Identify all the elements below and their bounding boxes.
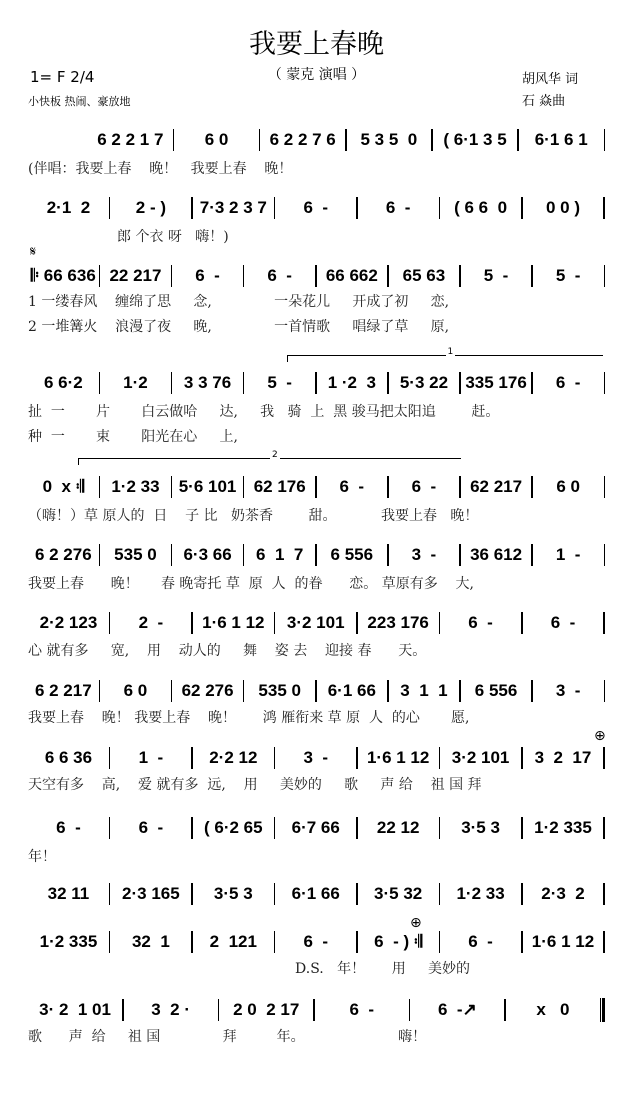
measure: 6 -	[339, 477, 365, 496]
measure: 1·6 1 12	[366, 748, 430, 767]
measure: ( 6 6 0	[454, 198, 508, 217]
music-line	[28, 815, 605, 841]
music-line	[28, 474, 605, 500]
volta-2-label: 2	[272, 450, 278, 460]
measure: 2 0 2 17	[233, 1000, 300, 1019]
barline	[604, 129, 606, 151]
measure: 6 2 2 7 6	[269, 130, 336, 149]
measure: 0 x 𝄇	[42, 477, 84, 496]
measure: 32 11	[47, 884, 90, 903]
segno-icon: 𝄋	[30, 244, 37, 260]
lyrics-line: 歌 声 给 祖 国 拜 年。 嗨！	[28, 1029, 427, 1045]
music-line	[28, 678, 605, 704]
measure: 0 0 )	[545, 198, 580, 217]
lyrics-line: 2 一堆篝火 浪漫了夜 晚, 一首情歌 唱绿了草 原,	[28, 319, 450, 335]
lyrics-line: （嗨！）草 原人的 日 子 比 奶茶香 甜。 我要上春 晚！	[28, 508, 479, 524]
barline	[604, 544, 606, 566]
measure: 6 -↗	[437, 1000, 477, 1019]
measure: 3 2 ·	[151, 1000, 190, 1019]
music-line	[28, 610, 605, 636]
music-line	[28, 881, 605, 907]
measure: 36 612	[470, 545, 523, 564]
measure: ( 6·2 65	[204, 818, 263, 837]
measure: 6 0	[204, 130, 229, 149]
measure: 6·3 66	[183, 545, 232, 564]
measure: 2·2 12	[209, 748, 258, 767]
volta-1	[287, 347, 603, 362]
measure: 1·6 1 12	[202, 613, 265, 632]
measure: 2·1 2	[46, 198, 91, 217]
measure: 3·2 101	[286, 613, 345, 632]
measure: 6 -	[468, 613, 493, 632]
measure: 6 -	[468, 932, 493, 951]
music-line	[28, 997, 605, 1023]
music-line	[28, 370, 605, 396]
measure: 3 2 17	[534, 748, 592, 767]
measure: 6 2 217	[34, 681, 92, 700]
lyrics-line: 郎 个衣 呀 嗨！)	[28, 229, 229, 245]
music-line	[28, 929, 605, 955]
measure: 6 -	[267, 266, 292, 285]
measure: 65 63	[402, 266, 446, 285]
measure: 2·3 165	[122, 884, 180, 903]
singer-credit: （ 蒙克 演唱 ）	[267, 67, 366, 83]
measure: 6 6 36	[44, 748, 93, 767]
measure: 62 176	[253, 477, 306, 496]
lyrics-line: 心 就有多 宽, 用 动人的 舞 姿 去 迎接 春 天。	[28, 643, 427, 659]
measure: 22 12	[376, 818, 420, 837]
measure: 6 -	[138, 818, 164, 837]
measure: 32 1	[131, 932, 170, 951]
measure: 6 1 7	[256, 545, 304, 564]
measure: 3 1 1	[400, 681, 448, 700]
measure: 5 -	[555, 266, 581, 285]
measure: 3· 2 1 01	[39, 1000, 111, 1019]
measure: 1·6 1 12	[531, 932, 595, 951]
measure: ( 6·1 3 5	[443, 130, 507, 149]
measure: 335 176	[465, 373, 527, 392]
barline	[600, 998, 605, 1022]
measure: 6 0	[556, 477, 580, 496]
measure: 3 -	[555, 681, 581, 700]
measure: 1 -	[555, 545, 581, 564]
measure: 6 0	[123, 681, 148, 700]
measure: 2·2 123	[39, 613, 98, 632]
key-signature: 1= F 2/4	[30, 68, 95, 86]
measure: 6·1 66	[291, 884, 340, 903]
measure: 2 -	[138, 613, 164, 632]
measure: 535 0	[258, 681, 301, 700]
barline	[603, 747, 605, 769]
coda-icon: ⊕	[594, 728, 606, 744]
measure: 3·2 101	[451, 748, 510, 767]
measure: 𝄆 66 636	[30, 266, 96, 285]
composer-credit: 石 焱曲	[522, 94, 566, 109]
measure: 1·2 335	[39, 932, 98, 951]
barline	[604, 476, 606, 498]
measure: 6 6·2	[43, 373, 83, 392]
measure: 3·5 3	[213, 884, 253, 903]
measure: 6 -	[550, 613, 576, 632]
measure: 6 2 2 1 7	[97, 130, 164, 149]
measure: 3 -	[303, 748, 328, 767]
barline	[603, 197, 605, 219]
measure: 6 - ) 𝄇	[374, 932, 423, 951]
music-line	[28, 263, 605, 289]
measure: 6 -	[349, 1000, 375, 1019]
barline	[603, 883, 605, 905]
measure: 62 276	[181, 681, 234, 700]
measure: 535 0	[114, 545, 157, 564]
measure: 5·3 22	[399, 373, 449, 392]
measure: 5 -	[483, 266, 509, 285]
measure: 5·6 101	[178, 477, 237, 496]
measure: 7·3 2 3 7	[199, 198, 267, 217]
volta-2	[78, 450, 461, 465]
lyrics-line: 扯 一 片 白云做哈 达, 我 骑 上 黑 骏马把太阳追 赶。	[28, 404, 500, 420]
lyrics-line: 我要上春 晚！ 春 晚寄托 草 原 人 的眷 恋。 草原有多 大,	[28, 576, 474, 592]
lyrics-line: 1 一缕春风 缠绵了思 念, 一朵花儿 开成了初 恋,	[28, 294, 450, 310]
measure: 6 -	[385, 198, 411, 217]
measure: 2 - )	[135, 198, 166, 217]
measure: 1·2 33	[456, 884, 505, 903]
measure: 3 -	[411, 545, 437, 564]
measure: 6 556	[330, 545, 374, 564]
barline	[604, 680, 606, 702]
measure: 22 217	[109, 266, 162, 285]
measure: 5 -	[267, 373, 292, 392]
measure: 1 -	[138, 748, 164, 767]
lyrics-line: 天空有多 高, 爱 就有多 远, 用 美妙的 歌 声 给 祖 国 拜	[28, 777, 482, 793]
measure: 6·7 66	[291, 818, 340, 837]
measure: 6 -	[555, 373, 581, 392]
measure: 2·3 2	[541, 884, 585, 903]
measure: 3 3 76	[183, 373, 232, 392]
measure: 66 662	[325, 266, 378, 285]
measure: 6 -	[195, 266, 220, 285]
measure: 1 ·2 3	[327, 373, 376, 392]
barline	[604, 265, 606, 287]
measure: 223 176	[367, 613, 429, 632]
measure: 62 217	[470, 477, 523, 496]
tempo-marking: 小快板 热闹、豪放地	[28, 95, 131, 108]
measure: 2 121	[209, 932, 257, 951]
barline	[603, 931, 605, 953]
measure: 6 -	[303, 198, 328, 217]
measure: 3·5 32	[374, 884, 423, 903]
music-line	[28, 745, 605, 771]
measure: 6 -	[411, 477, 437, 496]
measure: 1·2	[123, 373, 148, 392]
measure: x 0	[536, 1000, 570, 1019]
barline	[603, 612, 605, 634]
lyrics-line: 年！	[28, 849, 56, 865]
music-line	[28, 195, 605, 221]
music-line	[28, 542, 605, 568]
measure: 6 -	[56, 818, 81, 837]
song-title: 我要上春晚	[249, 29, 384, 60]
measure: 3·5 3	[461, 818, 500, 837]
lyrics-line: 种 一 束 阳光在心 上,	[28, 429, 238, 445]
volta-1-label: 1	[447, 347, 454, 357]
measure: 6 556	[474, 681, 518, 700]
measure: 5 3 5 0	[360, 130, 418, 149]
lyricist-credit: 胡风华 词	[522, 72, 579, 87]
barline	[603, 817, 605, 839]
measure: 6 -	[303, 932, 328, 951]
coda-icon-2: ⊕	[410, 915, 422, 931]
music-line	[88, 127, 605, 153]
measure: 1·2 335	[534, 818, 592, 837]
lyrics-line: 我要上春 晚！ 我要上春 晚！ 鸿 雁衔来 草 原 人 的心 愿,	[28, 710, 470, 726]
measure: 6·1 66	[327, 681, 376, 700]
measure: 6·1 6 1	[534, 130, 588, 149]
measure: 1·2 33	[111, 477, 160, 496]
measure: 6 2 276	[34, 545, 92, 564]
lyrics-line: (伴唱：我要上春 晚！ 我要上春 晚！	[28, 161, 293, 177]
lyrics-line: D.S. 年！ 用 美妙的	[28, 961, 471, 977]
barline	[604, 372, 606, 394]
